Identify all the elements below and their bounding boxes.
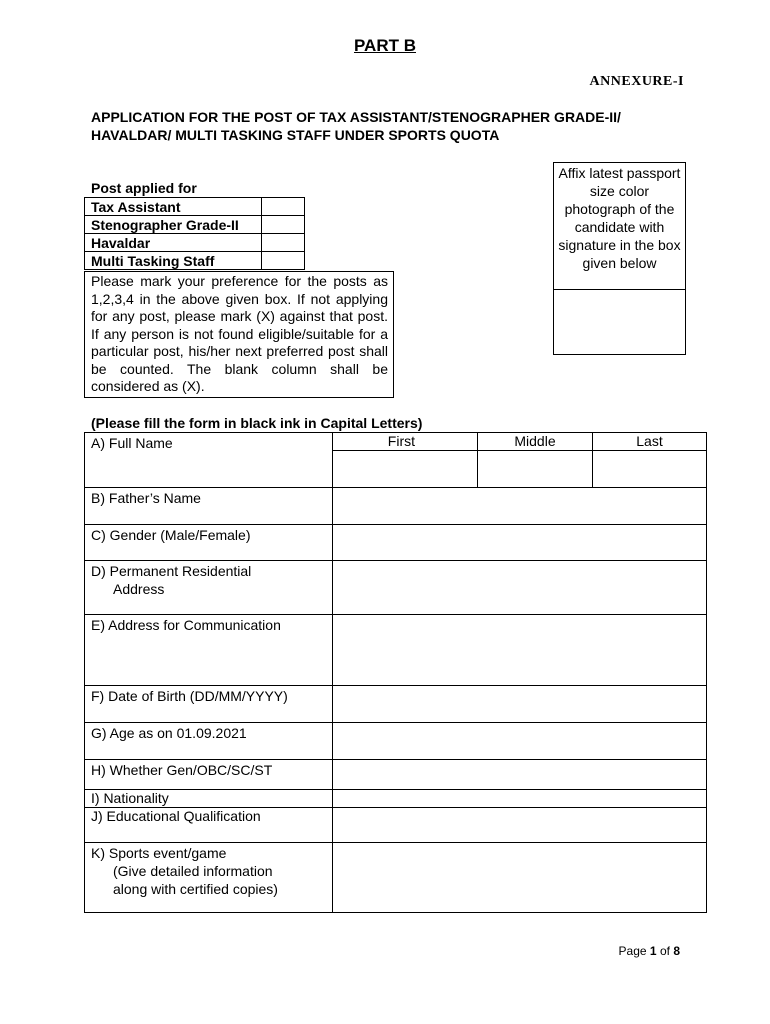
part-title: PART B (353, 36, 416, 55)
father-name-label: B) Father’s Name (85, 488, 333, 525)
page-footer (619, 944, 680, 958)
middle-name-header: Middle (478, 433, 593, 451)
sports-input[interactable] (333, 843, 707, 913)
communication-address-label: E) Address for Communication (85, 615, 333, 686)
category-label: H) Whether Gen/OBC/SC/ST (85, 760, 333, 790)
first-name-header: First (333, 433, 478, 451)
post-name: Stenographer Grade-II (85, 216, 262, 234)
last-name-header: Last (593, 433, 707, 451)
last-name-input[interactable] (593, 451, 707, 488)
sports-line2: (Give detailed information (113, 863, 273, 879)
page-number: 1 (649, 944, 657, 958)
application-form-table (84, 432, 707, 913)
full-name-label (85, 433, 333, 488)
father-name-input[interactable] (333, 488, 707, 525)
photo-box (553, 162, 686, 355)
first-name-input[interactable] (333, 451, 478, 488)
post-row (85, 216, 305, 234)
dob-input[interactable] (333, 686, 707, 723)
post-preference-box[interactable] (262, 234, 305, 252)
full-name-text: A) Full Name (91, 435, 173, 451)
annexure-label: ANNEXURE-I (589, 74, 684, 89)
post-name: Tax Assistant (85, 198, 262, 216)
gender-label: C) Gender (Male/Female) (85, 525, 333, 561)
photo-instruction: Affix latest passport size color photograph of the candidate with signature in the box given below (554, 163, 685, 290)
middle-name-input[interactable] (478, 451, 593, 488)
fill-instruction: (Please fill the form in black ink in Capital Letters) (91, 415, 423, 431)
dob-label: F) Date of Birth (DD/MM/YYYY) (85, 686, 333, 723)
permanent-address-label (85, 561, 333, 615)
gender-input[interactable] (333, 525, 707, 561)
post-row (85, 234, 305, 252)
post-row (85, 198, 305, 216)
age-label: G) Age as on 01.09.2021 (85, 723, 333, 760)
post-preference-box[interactable] (262, 198, 305, 216)
post-applied-label: Post applied for (91, 180, 197, 196)
communication-address-input[interactable] (333, 615, 707, 686)
post-name: Havaldar (85, 234, 262, 252)
post-preference-table (84, 197, 305, 270)
of-word: of (659, 944, 670, 958)
nationality-label: I) Nationality (85, 790, 333, 808)
nationality-input[interactable] (333, 790, 707, 808)
sports-line3: along with certified copies) (113, 881, 278, 897)
category-input[interactable] (333, 760, 707, 790)
application-title: APPLICATION FOR THE POST OF TAX ASSISTANT/STENOGRAPHER GRADE-II/ HAVALDAR/ MULTI TASKING STAFF UNDER SPORTS QUOTA (91, 109, 621, 143)
post-name: Multi Tasking Staff (85, 252, 262, 270)
qualification-input[interactable] (333, 808, 707, 843)
sports-line1: K) Sports event/game (91, 845, 227, 861)
qualification-label: J) Educational Qualification (85, 808, 333, 843)
permanent-address-line1: D) Permanent Residential (91, 563, 252, 579)
permanent-address-line2: Address (113, 581, 165, 597)
page-total: 8 (673, 944, 680, 958)
post-row (85, 252, 305, 270)
sports-label (85, 843, 333, 913)
page-word: Page (618, 944, 647, 958)
permanent-address-input[interactable] (333, 561, 707, 615)
post-preference-box[interactable] (262, 216, 305, 234)
post-preference-box[interactable] (262, 252, 305, 270)
preference-note: Please mark your preference for the posts as 1,2,3,4 in the above given box. If not applying for any post, please mark (X) against that post. If any person is not found eligible/suitable for a particular post, his/her next preferred post shall be counted. The blank column shall be considered as (X). (84, 271, 394, 398)
photo-area[interactable] (554, 290, 685, 354)
age-input[interactable] (333, 723, 707, 760)
